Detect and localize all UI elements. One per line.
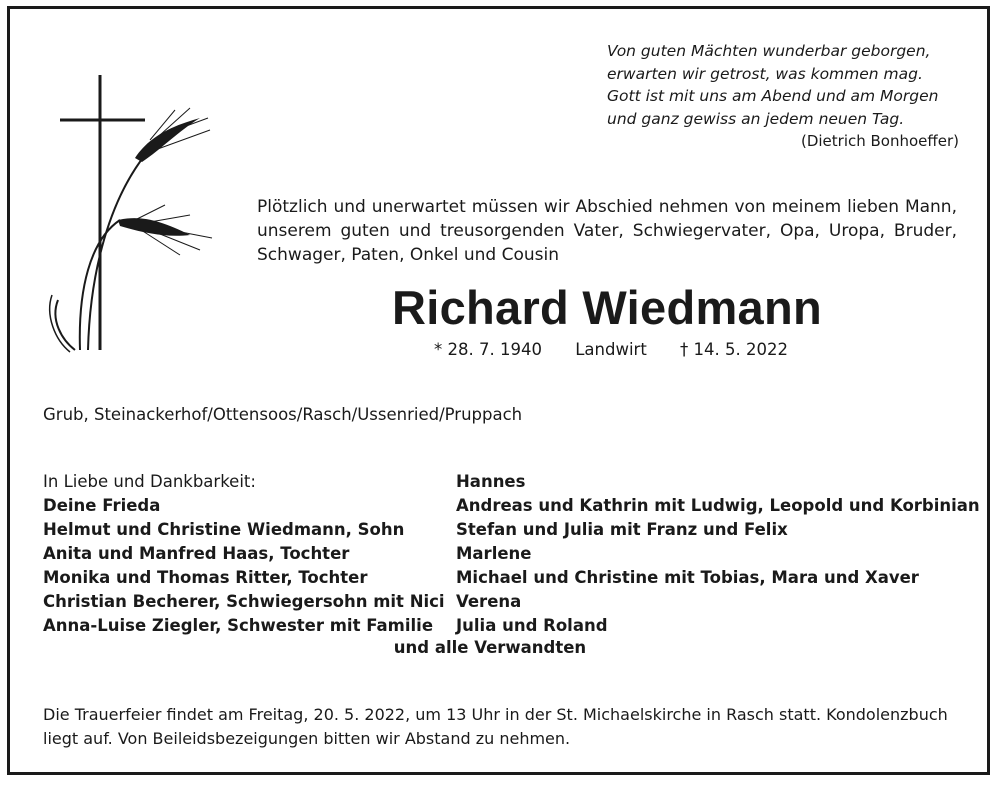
mourner: Andreas und Kathrin mit Ludwig, Leopold und Korbinian — [456, 496, 980, 515]
mourner: Stefan und Julia mit Franz und Felix — [456, 520, 788, 539]
birth-date: * 28. 7. 1940 — [434, 340, 542, 359]
death-date: † 14. 5. 2022 — [680, 340, 789, 359]
intro-text: Plötzlich und unerwartet müssen wir Abschied nehmen von meinem lieben Mann, unserem guten und treusorgenden Vater, Schwiegervater, Opa, Uropa, Bruder, Schwager, Paten, Onkel und Cousin — [257, 197, 957, 265]
poem-line: erwarten wir getrost, was kommen mag. — [607, 64, 923, 83]
mourner: Anita und Manfred Haas, Tochter — [43, 544, 350, 563]
mourner: Monika und Thomas Ritter, Tochter — [43, 568, 368, 587]
mourner: Michael und Christine mit Tobias, Mara und Xaver — [456, 568, 919, 587]
mourners-heading: In Liebe und Dankbarkeit: — [43, 472, 256, 491]
poem-author: (Dietrich Bonhoeffer) — [800, 132, 959, 150]
life-dates — [434, 340, 816, 359]
mourner: Julia und Roland — [456, 616, 608, 635]
mourners-left — [43, 470, 445, 638]
poem-line: Von guten Mächten wunderbar geborgen, — [607, 42, 931, 60]
relatives-line: und alle Verwandten — [393, 638, 587, 657]
mourner: Marlene — [456, 544, 532, 563]
mourner: Helmut und Christine Wiedmann, Sohn — [43, 520, 405, 539]
mourner: Hannes — [456, 472, 526, 491]
mourners-right — [456, 470, 980, 638]
funeral-info: Die Trauerfeier findet am Freitag, 20. 5. 2022, um 13 Uhr in der St. Michaelskirche in Rasch statt. Kondolenzbuch liegt auf. Von Beileidsbezeigungen bitten wir Abstand zu nehmen. — [43, 705, 948, 748]
mourner: Anna-Luise Ziegler, Schwester mit Familie — [43, 616, 434, 635]
mourner: Verena — [456, 592, 522, 611]
mourner: Christian Becherer, Schwiegersohn mit Nici — [43, 592, 445, 611]
mourner: Deine Frieda — [43, 496, 161, 515]
occupation: Landwirt — [575, 340, 647, 359]
cross-wheat-icon — [40, 70, 220, 360]
deceased-name: Richard Wiedmann — [391, 281, 823, 334]
poem — [607, 40, 959, 153]
poem-line: Gott ist mit uns am Abend und am Morgen — [607, 87, 939, 105]
places: Grub, Steinackerhof/Ottensoos/Rasch/Ussenried/Pruppach — [43, 405, 523, 424]
poem-line: und ganz gewiss an jedem neuen Tag. — [607, 109, 905, 128]
